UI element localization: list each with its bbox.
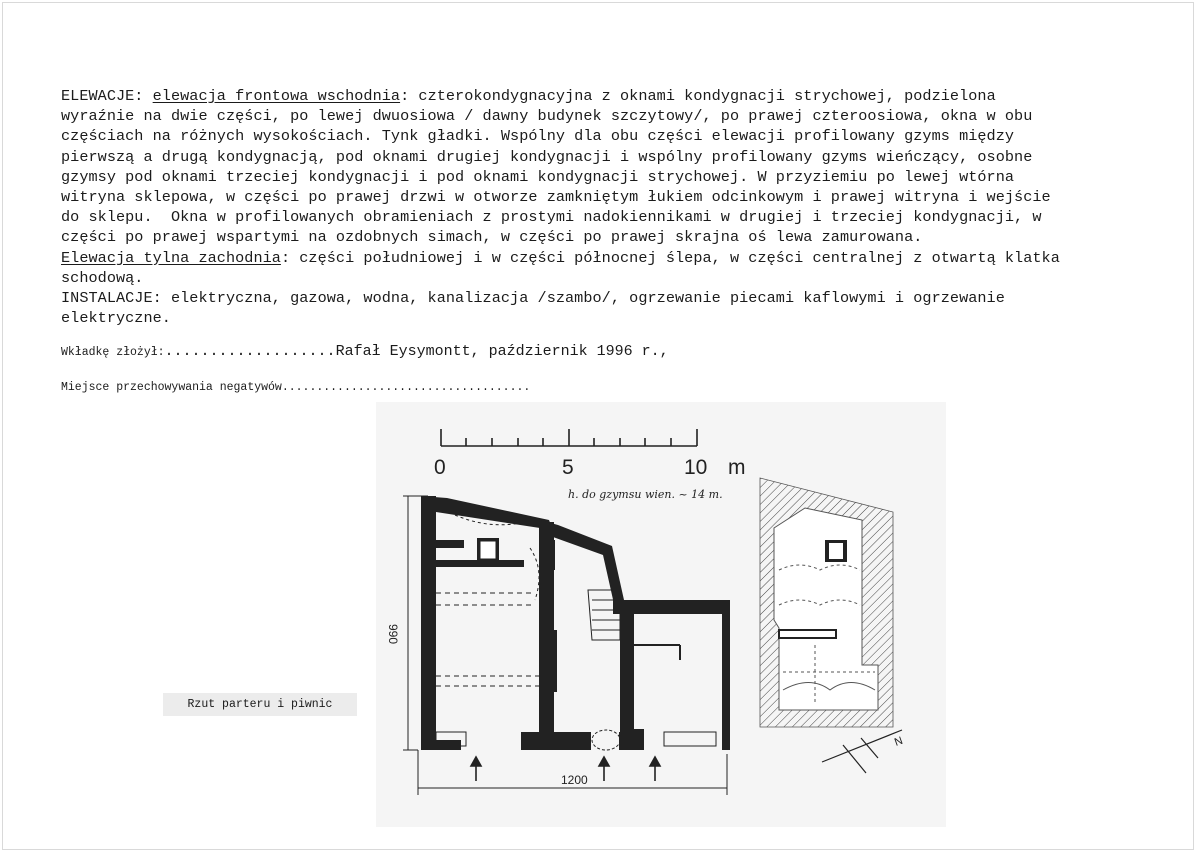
signature-dots: ................... [164,343,336,360]
text-line-body: : czterokondygnacyjna z oknami kondygnacji strychowej, podzielona [400,87,996,105]
cellar-plan [760,478,893,727]
plan-walls [421,496,730,750]
scale-bar [441,429,697,446]
negatives-label: Miejsce przechowywania negatywów [61,381,282,394]
dimension-width: 1200 [561,773,588,787]
scale-label-unit: m [728,456,746,479]
scale-label-10: 10 [684,456,708,479]
negatives-dots: .................................... [281,381,531,394]
scale-label-5: 5 [562,456,574,479]
text-line-heading: elewacja frontowa wschodnia [152,87,401,105]
text-line-body: wyraźnie na dwie części, po lewej dwuosiowa / dawny budynek szczytowy/, po prawej czteroosiowa, okna w obu [61,107,1033,126]
north-arrow [822,730,902,773]
signature-label: Wkładkę złożył: [61,346,165,359]
text-line-body: do sklepu. Okna w profilowanych obramieniach z prostymi nadokiennikami w drugiej i trzeciej kondygnacji, w [61,208,1042,227]
text-line-body: witryna sklepowa, w części po prawej drzwi w otworze zamkniętym łukiem odcinkowym i prawej witryna i wejście [61,188,1051,207]
dimension-height: 990 [386,624,400,645]
text-line-heading: Elewacja tylna zachodnia [61,248,281,267]
text-line-body: elektryczne. [61,309,171,328]
plan-caption: Rzut parteru i piwnic [163,693,357,716]
text-line-body: INSTALACJE: elektryczna, gazowa, wodna, kanalizacja /szambo/, ogrzewanie piecami kaflowymi i ogrzewanie [61,289,1005,308]
text-line-prefix: ELEWACJE: [61,87,153,105]
text-line-body: gzymsy pod oknami trzeciej kondygnacji i pod oknami kondygnacji strychowej. W przyziemiu po lewej wtórna [61,167,1015,186]
text-line-body: schodową. [61,268,144,287]
text-line-body: części po prawej wspartymi na ozdobnych simach, w części po prawej skrajna oś lewa zamurowana. [61,228,923,247]
handwritten-cornice-note: h. do gzymsu wien. ~ 14 m. [568,488,723,501]
scale-label-0: 0 [434,456,446,479]
north-label: N [892,734,905,749]
signature-value: Rafał Eysymontt, październik 1996 r., [335,343,669,360]
text-line-body: pierwszą a drugą kondygnacją, pod oknami drugiej kondygnacji i wspólny profilowany gzyms wieńczący, osobne [61,147,1033,166]
text-line-body: : części południowej i w części północnej ślepa, w części centralnej z otwartą klatka [280,248,1060,267]
text-line-body: częściach na różnych wysokościach. Tynk gładki. Wspólny dla obu części elewacji profilowany gzyms między [61,127,1015,146]
